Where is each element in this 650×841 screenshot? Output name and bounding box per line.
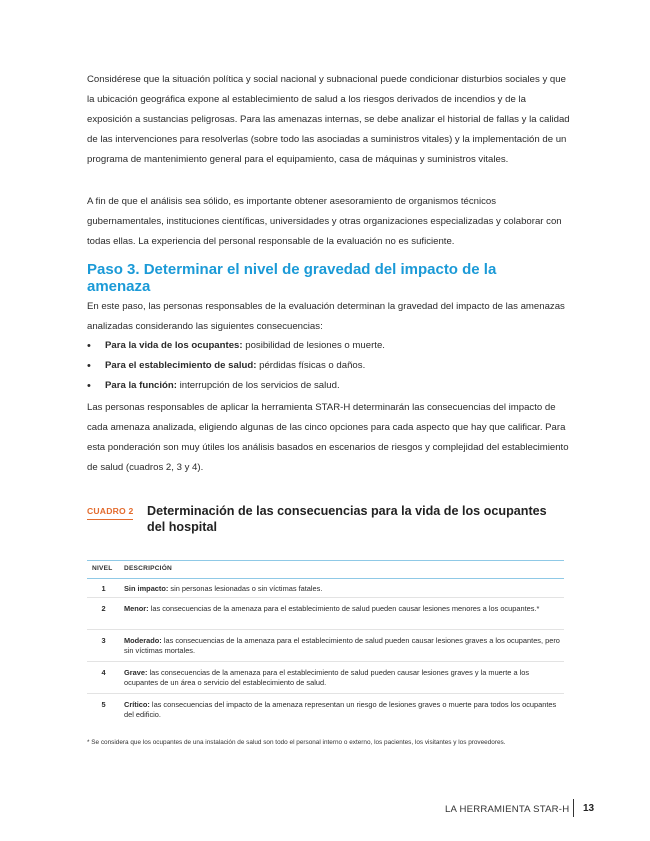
footer-divider [573, 799, 574, 817]
row-level: 3 [101, 636, 106, 645]
row-term: Menor: [124, 604, 149, 613]
table-top-rule [87, 560, 564, 561]
row-level: 2 [101, 604, 106, 613]
table-footnote: * Se considera que los ocupantes de una instalación de salud son todo el personal interno o externo, los pacientes, los visitantes y los proveedores. [87, 739, 506, 746]
row-description [124, 636, 561, 656]
column-header-description: DESCRIPCIÓN [124, 565, 172, 572]
table-tag-underline [87, 519, 133, 520]
list-item-term: Para la vida de los ocupantes: [105, 340, 243, 351]
list-item-text: interrupción de los servicios de salud. [176, 380, 340, 391]
row-description [124, 604, 561, 614]
paragraph-intro: En este paso, las personas responsables de la evaluación determinan la gravedad del impacto de las amenazas analizadas considerando las siguientes consecuencias: [87, 301, 565, 332]
row-term: Moderado: [124, 636, 162, 645]
row-term: Crítico: [124, 700, 150, 709]
list-item-text: pérdidas físicas o daños. [256, 360, 366, 371]
bullet-icon: • [87, 380, 91, 392]
row-term: Sin impacto: [124, 584, 169, 593]
footer-label: LA HERRAMIENTA STAR-H [445, 804, 570, 815]
row-description [124, 584, 561, 594]
row-divider [87, 597, 564, 598]
list-item-term: Para la función: [105, 380, 177, 391]
page-number: 13 [583, 803, 595, 814]
list-item [87, 356, 572, 376]
paragraph-context: Considérese que la situación política y social nacional y subnacional puede condicionar disturbios sociales y que la ubicación geográfica expone al establecimiento de salud a los riesgos derivados de incendios y de la exposición a sustancias peligrosas. Para las amenazas internas, se debe analizar el historial de fallas y la calidad de las intervenciones para resolverlas (sobre todo las asociadas a suministros vitales) y la implementación de un programa de mantenimiento general para el equipamiento, casa de máquinas y suministros vitales. [87, 74, 570, 165]
column-header-level: NIVEL [92, 565, 113, 572]
row-divider [87, 661, 564, 662]
bullet-icon: • [87, 360, 91, 372]
bullet-icon: • [87, 340, 91, 352]
row-divider [87, 693, 564, 694]
paragraph-advice: A fin de que el análisis sea sólido, es importante obtener asesoramiento de organismos técnicos gubernamentales, instituciones científicas, universidades y otras organizaciones especializadas y colaborar con todas ellas. La experiencia del personal responsable de la evaluación no es suficiente. [87, 196, 562, 247]
row-description [124, 668, 561, 688]
row-divider [87, 629, 564, 630]
list-item [87, 336, 572, 356]
row-text: las consecuencias del impacto de la amenaza representan un riesgo de lesiones graves o muerte para todos los ocupantes del edificio. [124, 700, 557, 719]
row-level: 1 [101, 584, 106, 593]
row-text: sin personas lesionadas o sin víctimas fatales. [168, 584, 323, 593]
table-header-rule [87, 578, 564, 579]
row-text: las consecuencias de la amenaza para el establecimiento de salud pueden causar lesiones graves y la muerte a los ocupantes de un área o servicio del establecimiento de salud. [124, 668, 530, 687]
list-item-term: Para el establecimiento de salud: [105, 360, 257, 371]
row-level: 4 [101, 668, 106, 677]
section-heading: Paso 3. Determinar el nivel de gravedad del impacto de la amenaza [87, 261, 497, 295]
row-text: las consecuencias de la amenaza para el establecimiento de salud pueden causar lesiones graves a los ocupantes, pero sin víctimas mortales. [124, 636, 560, 655]
row-description [124, 700, 561, 720]
list-item-text: posibilidad de lesiones o muerte. [242, 340, 385, 351]
row-term: Grave: [124, 668, 148, 677]
row-text: las consecuencias de la amenaza para el establecimiento de salud pueden causar lesiones menores a los ocupantes.* [148, 604, 540, 613]
consequence-list [87, 336, 572, 396]
row-level: 5 [101, 700, 106, 709]
list-item [87, 376, 572, 396]
paragraph-method: Las personas responsables de aplicar la herramienta STAR-H determinarán las consecuencias del impacto de cada amenaza analizada, eligiendo algunas de las cinco opciones para cada aspecto que hay que calificar. Para esta ponderación son muy útiles los análisis basados en escenarios de riesgos y complejidad del establecimiento de salud (cuadros 2, 3 y 4). [87, 402, 569, 473]
table-tag: CUADRO 2 [87, 506, 134, 516]
table-title: Determinación de las consecuencias para la vida de los ocupantes del hospital [147, 504, 547, 534]
